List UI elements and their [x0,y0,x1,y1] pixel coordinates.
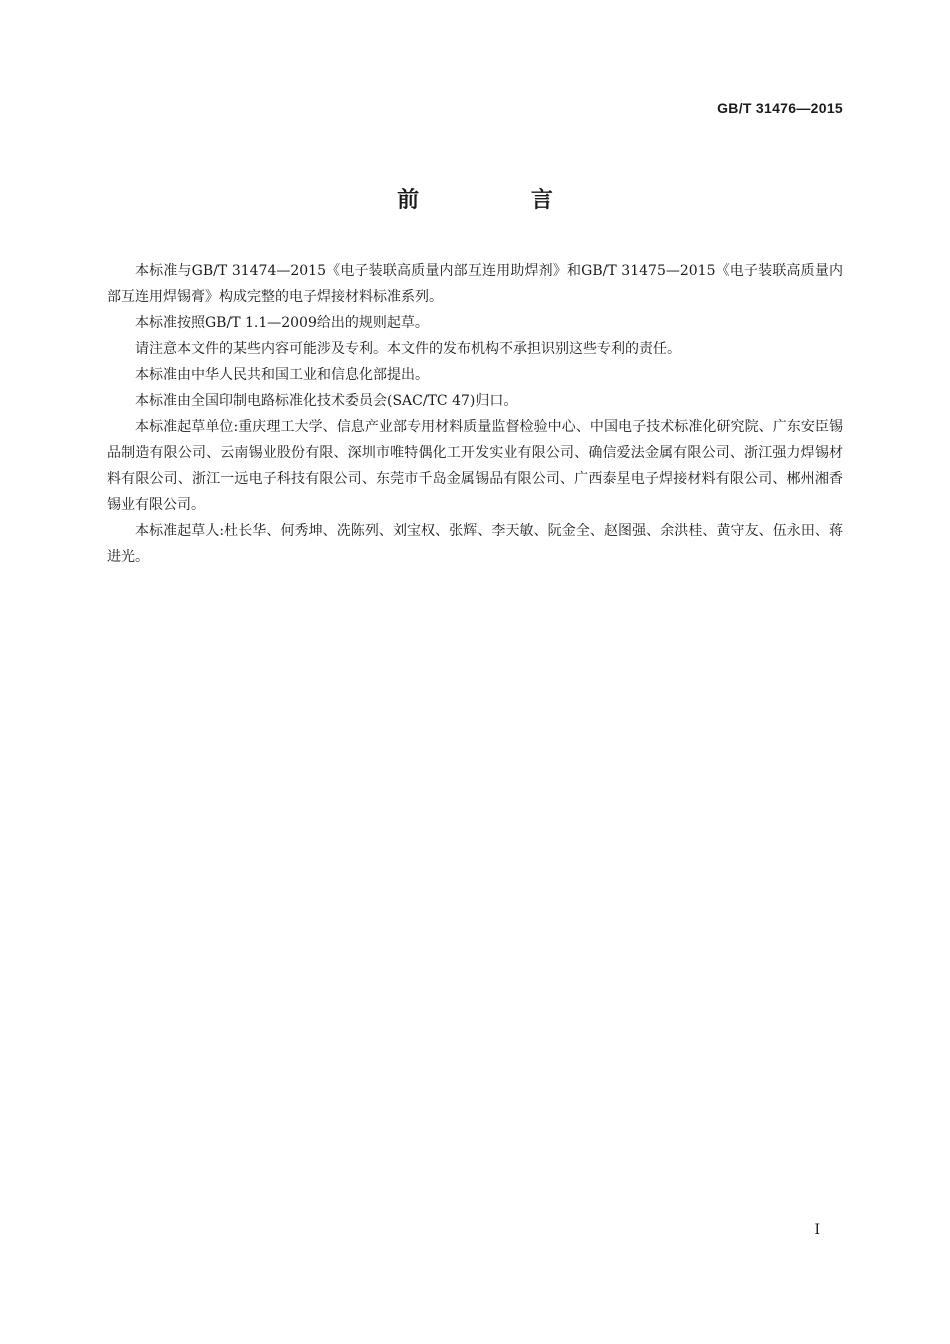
paragraph-patent-notice: 请注意本文件的某些内容可能涉及专利。本文件的发布机构不承担识别这些专利的责任。 [135,341,681,357]
standard-code: GB/T 31476—2015 [717,100,843,116]
paragraph-proposer: 本标准由中华人民共和国工业和信息化部提出。 [135,367,429,383]
paragraph-series: 本标准与GB/T 31474—2015《电子装联高质量内部互连用助焊剂》和GB/T 31475—2015《电子装联高质量内部互连用焊锡膏》构成完整的电子焊接材料标准系列。 [107,263,843,305]
paragraph-drafting-rules: 本标准按照GB/T 1.1—2009给出的规则起草。 [135,315,429,331]
paragraph-drafting-units: 本标准起草单位:重庆理工大学、信息产业部专用材料质量监督检验中心、中国电子技术标准化研究院、广东安臣锡品制造有限公司、云南锡业股份有限、深圳市唯特偶化工开发实业有限公司、确信爱法金属有限公司、浙江强力焊锡材料有限公司、浙江一远电子科技有限公司、东莞市千岛金属锡品有限公司、广西泰星电子焊接材料有限公司、郴州湘香锡业有限公司。 [107,419,843,513]
paragraph-centralized-by: 本标准由全国印制电路标准化技术委员会(SAC/TC 47)归口。 [135,393,518,409]
page-title: 前 言 [397,188,605,213]
paragraph-drafters: 本标准起草人:杜长华、何秀坤、冼陈列、刘宝权、张辉、李天敏、阮金全、赵图强、余洪桂、黄守友、伍永田、蒋进光。 [107,523,843,565]
page-number: I [814,1222,820,1238]
foreword-body [107,258,843,570]
